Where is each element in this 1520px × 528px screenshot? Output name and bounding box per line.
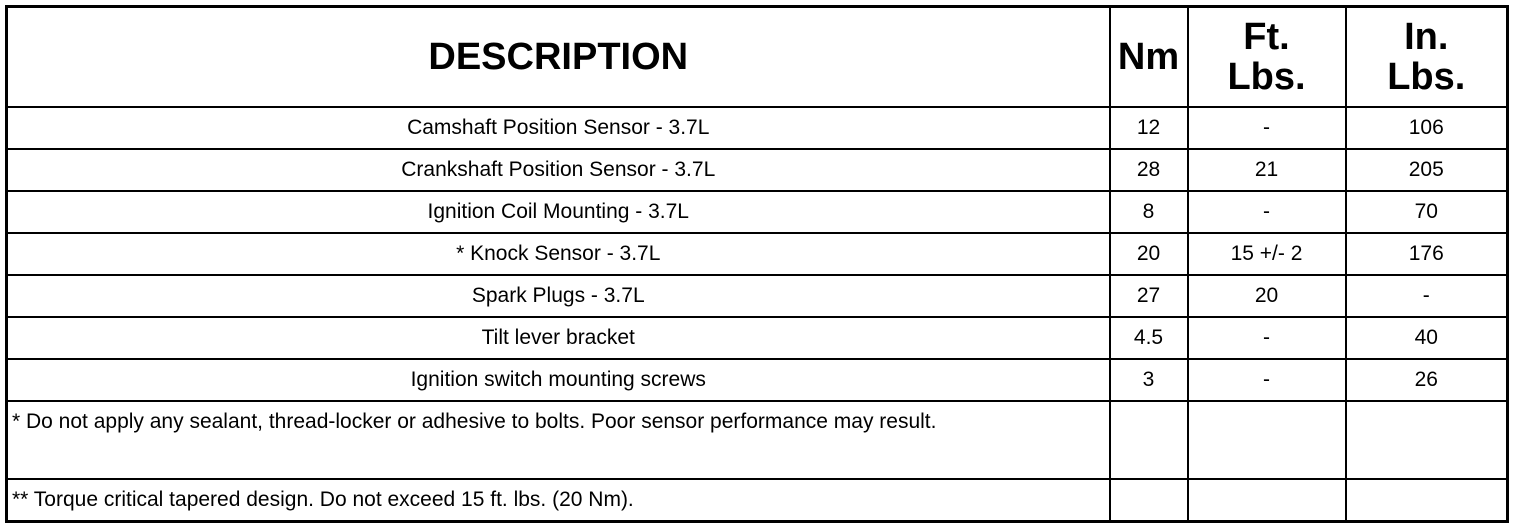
in-lbs-cell: - [1346, 275, 1508, 317]
description-cell: Camshaft Position Sensor - 3.7L [7, 107, 1110, 149]
description-cell: Ignition switch mounting screws [7, 359, 1110, 401]
in-lbs-cell: 26 [1346, 359, 1508, 401]
in-lbs-header-line2: Lbs. [1387, 56, 1466, 98]
description-cell: Crankshaft Position Sensor - 3.7L [7, 149, 1110, 191]
empty-cell [1346, 401, 1508, 479]
ft-lbs-cell: - [1188, 317, 1346, 359]
ft-lbs-header [1188, 7, 1346, 108]
table-row [7, 275, 1508, 317]
description-header: DESCRIPTION [7, 7, 1110, 108]
description-cell: Tilt lever bracket [7, 317, 1110, 359]
nm-cell: 8 [1110, 191, 1188, 233]
ft-lbs-cell: - [1188, 107, 1346, 149]
table-row [7, 149, 1508, 191]
in-lbs-cell: 70 [1346, 191, 1508, 233]
ft-lbs-cell: 15 +/- 2 [1188, 233, 1346, 275]
nm-cell: 4.5 [1110, 317, 1188, 359]
in-lbs-header [1346, 7, 1508, 108]
in-lbs-cell: 205 [1346, 149, 1508, 191]
empty-cell [1110, 401, 1188, 479]
empty-cell [1346, 479, 1508, 522]
nm-cell: 27 [1110, 275, 1188, 317]
nm-cell: 3 [1110, 359, 1188, 401]
nm-cell: 20 [1110, 233, 1188, 275]
note-row [7, 479, 1508, 522]
description-cell: Ignition Coil Mounting - 3.7L [7, 191, 1110, 233]
in-lbs-cell: 40 [1346, 317, 1508, 359]
torque-specifications-table [5, 5, 1509, 523]
nm-cell: 28 [1110, 149, 1188, 191]
table-row [7, 317, 1508, 359]
description-cell: * Knock Sensor - 3.7L [7, 233, 1110, 275]
ft-lbs-header-line2: Lbs. [1227, 56, 1306, 98]
table-row [7, 359, 1508, 401]
header-row [7, 7, 1508, 108]
empty-cell [1110, 479, 1188, 522]
table-row [7, 191, 1508, 233]
ft-lbs-cell: 20 [1188, 275, 1346, 317]
ft-lbs-cell: - [1188, 191, 1346, 233]
ft-lbs-header-line1: Ft. [1243, 16, 1290, 58]
empty-cell [1188, 479, 1346, 522]
table-row [7, 107, 1508, 149]
empty-cell [1188, 401, 1346, 479]
ft-lbs-cell: - [1188, 359, 1346, 401]
description-cell: Spark Plugs - 3.7L [7, 275, 1110, 317]
in-lbs-cell: 106 [1346, 107, 1508, 149]
note-sealant-warning: * Do not apply any sealant, thread-locker or adhesive to bolts. Poor sensor performance may result. [7, 401, 1110, 479]
note-row [7, 401, 1508, 479]
ft-lbs-cell: 21 [1188, 149, 1346, 191]
nm-header: Nm [1110, 7, 1188, 108]
in-lbs-cell: 176 [1346, 233, 1508, 275]
table-row [7, 233, 1508, 275]
nm-cell: 12 [1110, 107, 1188, 149]
note-torque-critical: ** Torque critical tapered design. Do not exceed 15 ft. lbs. (20 Nm). [7, 479, 1110, 522]
in-lbs-header-line1: In. [1404, 16, 1449, 58]
